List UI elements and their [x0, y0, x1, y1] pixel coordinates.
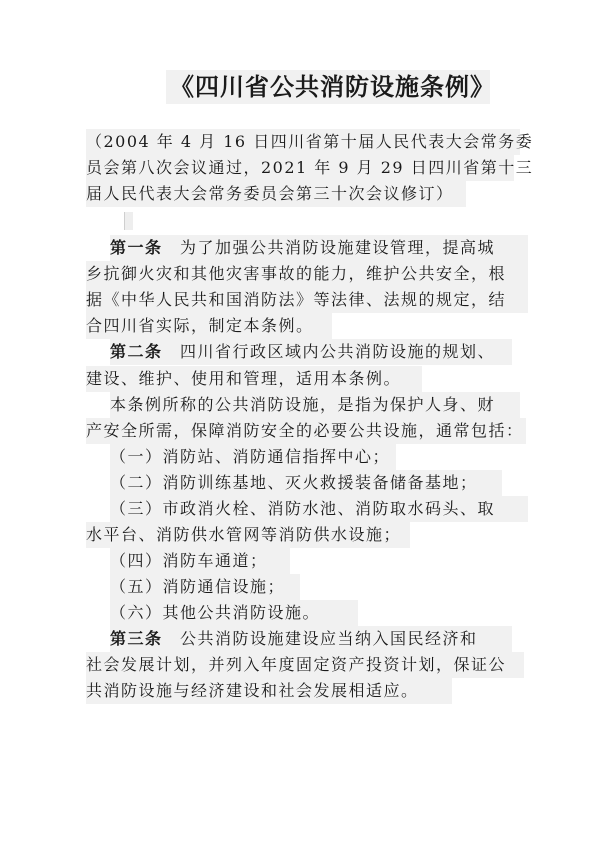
list-item: （一）消防站、消防通信指挥中心；	[110, 444, 396, 470]
preamble-line: 员会第八次会议通过，2021 年 9 月 29 日四川省第十三	[86, 155, 514, 181]
article-1-line: 合四川省实际，制定本条例。	[86, 313, 332, 339]
article-3-label: 第三条	[110, 629, 163, 648]
article-2-para: 产安全所需，保障消防安全的必要公共设施，通常包括：	[86, 418, 526, 444]
article-2-label: 第二条	[110, 342, 163, 361]
article-3-line: 第三条 公共消防设施建设应当纳入国民经济和	[110, 626, 512, 652]
list-item: （三）市政消火栓、消防水池、消防取水码头、取	[110, 496, 528, 522]
article-3-line: 共消防设施与经济建设和社会发展相适应。	[86, 678, 452, 704]
article-3-line: 社会发展计划，并列入年度固定资产投资计划，保证公	[86, 652, 524, 678]
article-1-line: 乡抗御火灾和其他灾害事故的能力，维护公共安全，根	[86, 261, 528, 287]
article-1-label: 第一条	[110, 238, 163, 257]
list-item: 水平台、消防供水管网等消防供水设施；	[86, 522, 410, 548]
article-1-line: 据《中华人民共和国消防法》等法律、法规的规定，结	[86, 287, 528, 313]
article-2-line: 第二条 四川省行政区域内公共消防设施的规划、	[110, 339, 512, 365]
list-item: （五）消防通信设施；	[110, 574, 300, 600]
list-item: （二）消防训练基地、灭火救援装备储备基地；	[110, 470, 502, 496]
article-2-line: 建设、维护、使用和管理，适用本条例。	[86, 366, 422, 392]
preamble-line: （2004 年 4 月 16 日四川省第十届人民代表大会常务委	[86, 129, 520, 155]
list-item: （六）其他公共消防设施。	[110, 600, 358, 626]
article-1-line: 第一条 为了加强公共消防设施建设管理，提高城	[110, 235, 528, 261]
separator-mark	[124, 212, 133, 230]
list-item: （四）消防车通道；	[110, 548, 290, 574]
document-title: 《四川省公共消防设施条例》	[166, 70, 490, 104]
article-2-para: 本条例所称的公共消防设施，是指为保护人身、财	[110, 392, 520, 418]
preamble-line: 届人民代表大会常务委员会第三十次会议修订）	[86, 181, 466, 207]
